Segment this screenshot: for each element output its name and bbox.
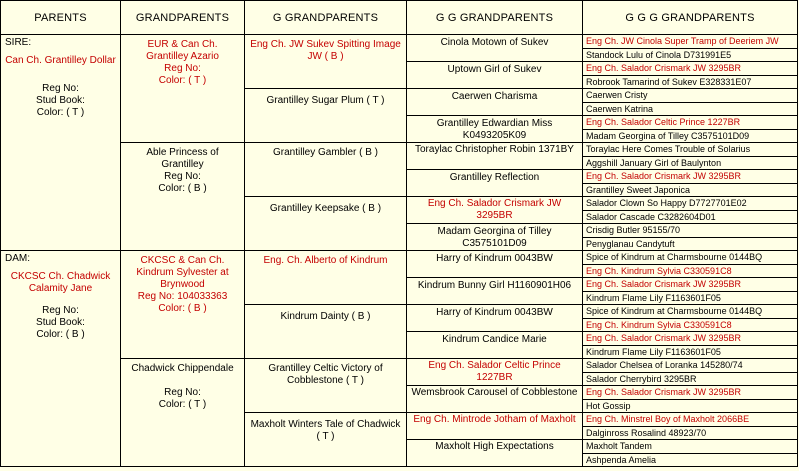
dam-name: CKCSC Ch. Chadwick Calamity Jane (10, 271, 111, 294)
sire-g5-9: Toraylac Here Comes Trouble of Solarius (583, 143, 798, 157)
dam-gggp-2: Kindrum Bunny Girl H1160901H06 (407, 278, 583, 305)
dam-cell (1, 251, 121, 467)
dam-g5-7: Eng Ch. Salador Crismark JW 3295BR (583, 332, 798, 346)
sire-g5-15: Crisdig Butler 95155/70 (583, 224, 798, 238)
sire-gp2-reg: Reg No: (164, 171, 201, 182)
sire-reg: Reg No: (42, 83, 79, 94)
dam-gp1-name: CKCSC & Can Ch. Kindrum Sylvester at Brynwood (136, 255, 229, 290)
dam-grandparent-1 (121, 251, 245, 359)
dam-grandparent-2 (121, 359, 245, 467)
sire-g5-2: Standock Lulu of Cinola D731991E5 (583, 48, 798, 62)
dam-gggp-3: Harry of Kindrum 0043BW (407, 305, 583, 332)
sire-g5-10: Aggshill January Girl of Baulynton (583, 156, 798, 170)
sire-g5-14: Salador Cascade C3282604D01 (583, 210, 798, 224)
sire-gggp-5: Toraylac Christopher Robin 1371BY (407, 143, 583, 170)
sire-g5-5: Caerwen Cristy (583, 89, 798, 103)
dam-g5-16: Ashpenda Amelia (583, 453, 798, 467)
sire-ggp-1: Eng Ch. JW Sukev Spitting Image JW ( B ) (245, 35, 407, 89)
sire-stud: Stud Book: (36, 95, 85, 106)
dam-ggp-1: Eng. Ch. Alberto of Kindrum (245, 251, 407, 305)
sire-cell (1, 35, 121, 251)
sire-ggp-2: Grantilley Sugar Plum ( T ) (245, 89, 407, 143)
dam-gggp-4: Kindrum Candice Marie (407, 332, 583, 359)
sire-gp2-name: Able Princess of Grantilley (146, 147, 219, 170)
sire-ggp-3: Grantilley Gambler ( B ) (245, 143, 407, 197)
sire-label: SIRE: (5, 37, 32, 48)
dam-ggp-3: Grantilley Celtic Victory of Cobblestone ( T ) (245, 359, 407, 413)
sire-color: Color: ( T ) (36, 107, 85, 118)
dam-g5-14: Dalginross Rosalind 48923/70 (583, 426, 798, 440)
sire-gp1-reg: Reg No: (164, 63, 201, 74)
dam-g5-1: Spice of Kindrum at Charmsbourne 0144BQ (583, 251, 798, 265)
sire-gp1-name: EUR & Can Ch. Grantilley Azario (146, 39, 219, 62)
dam-g5-12: Hot Gossip (583, 399, 798, 413)
dam-label: DAM: (5, 253, 30, 264)
sire-name: Can Ch. Grantilley Dollar (5, 55, 116, 66)
dam-gp2-reg: Reg No: (164, 387, 201, 398)
dam-g5-5: Spice of Kindrum at Charmsbourne 0144BQ (583, 305, 798, 319)
sire-grandparent-2 (121, 143, 245, 251)
dam-g5-8: Kindrum Flame Lily F1163601F05 (583, 345, 798, 359)
sire-gp1-color: Color: ( T ) (158, 75, 207, 86)
dam-gggp-7: Eng Ch. Mintrode Jotham of Maxholt (407, 413, 583, 440)
header-grandparents: GRANDPARENTS (121, 1, 245, 35)
dam-gggp-6: Wemsbrook Carousel of Cobblestone (407, 386, 583, 413)
dam-ggp-4: Maxholt Winters Tale of Chadwick ( T ) (245, 413, 407, 467)
dam-color: Color: ( B ) (36, 329, 85, 340)
dam-g5-6: Eng Ch. Kindrum Sylvia C330591C8 (583, 318, 798, 332)
dam-reg: Reg No: (42, 305, 79, 316)
dam-stud: Stud Book: (36, 317, 85, 328)
sire-g5-7: Eng Ch. Salador Celtic Prince 1227BR (583, 116, 798, 130)
dam-g5-11: Eng Ch. Salador Crismark JW 3295BR (583, 386, 798, 400)
sire-gggp-2: Uptown Girl of Sukev (407, 62, 583, 89)
dam-g5-4: Kindrum Flame Lily F1163601F05 (583, 291, 798, 305)
sire-g5-4: Robrook Tamarind of Sukev E328331E07 (583, 75, 798, 89)
dam-gp1-reg: Reg No: 104033363 (137, 291, 228, 302)
header-ggg-grandparents: G G G GRANDPARENTS (583, 1, 798, 35)
sire-ggp-4: Grantilley Keepsake ( B ) (245, 197, 407, 251)
sire-g5-8: Madam Georgina of Tilley C3575101D09 (583, 129, 798, 143)
sire-gggp-4: Grantilley Edwardian Miss K0493205K09 (407, 116, 583, 143)
sire-gp2-color: Color: ( B ) (158, 183, 207, 194)
sire-g5-13: Salador Clown So Happy D7727701E02 (583, 197, 798, 211)
dam-g5-10: Salador Cherrybird 3295BR (583, 372, 798, 386)
dam-g5-9: Salador Chelsea of Loranka 145280/74 (583, 359, 798, 373)
sire-gggp-6: Grantilley Reflection (407, 170, 583, 197)
dam-g5-13: Eng Ch. Minstrel Boy of Maxholt 2066BE (583, 413, 798, 427)
dam-g5-2: Eng Ch. Kindrum Sylvia C330591C8 (583, 264, 798, 278)
sire-g5-1: Eng Ch. JW Cinola Super Tramp of Deeriem JW (583, 35, 798, 49)
sire-g5-6: Caerwen Katrina (583, 102, 798, 116)
sire-gggp-7: Eng Ch. Salador Crismark JW 3295BR (407, 197, 583, 224)
dam-gggp-5: Eng Ch. Salador Celtic Prince 1227BR (407, 359, 583, 386)
dam-g5-3: Eng Ch. Salador Crismark JW 3295BR (583, 278, 798, 292)
sire-gggp-3: Caerwen Charisma (407, 89, 583, 116)
header-parents: PARENTS (1, 1, 121, 35)
dam-gp2-name: Chadwick Chippendale (131, 363, 234, 374)
sire-g5-16: Penyglanau Candytuft (583, 237, 798, 251)
dam-gp1-color: Color: ( B ) (158, 303, 207, 314)
dam-g5-15: Maxholt Tandem (583, 440, 798, 454)
sire-gggp-8: Madam Georgina of Tilley C3575101D09 (407, 224, 583, 251)
dam-ggp-2: Kindrum Dainty ( B ) (245, 305, 407, 359)
dam-gggp-1: Harry of Kindrum 0043BW (407, 251, 583, 278)
sire-g5-3: Eng Ch. Salador Crismark JW 3295BR (583, 62, 798, 76)
dam-gggp-8: Maxholt High Expectations (407, 440, 583, 467)
sire-g5-11: Eng Ch. Salador Crismark JW 3295BR (583, 170, 798, 184)
sire-grandparent-1 (121, 35, 245, 143)
header-row (1, 1, 798, 35)
header-gg-grandparents: G G GRANDPARENTS (407, 1, 583, 35)
header-g-grandparents: G GRANDPARENTS (245, 1, 407, 35)
sire-g5-12: Grantilley Sweet Japonica (583, 183, 798, 197)
dam-gp2-color: Color: ( T ) (158, 399, 207, 410)
sire-gggp-1: Cinola Motown of Sukev (407, 35, 583, 62)
